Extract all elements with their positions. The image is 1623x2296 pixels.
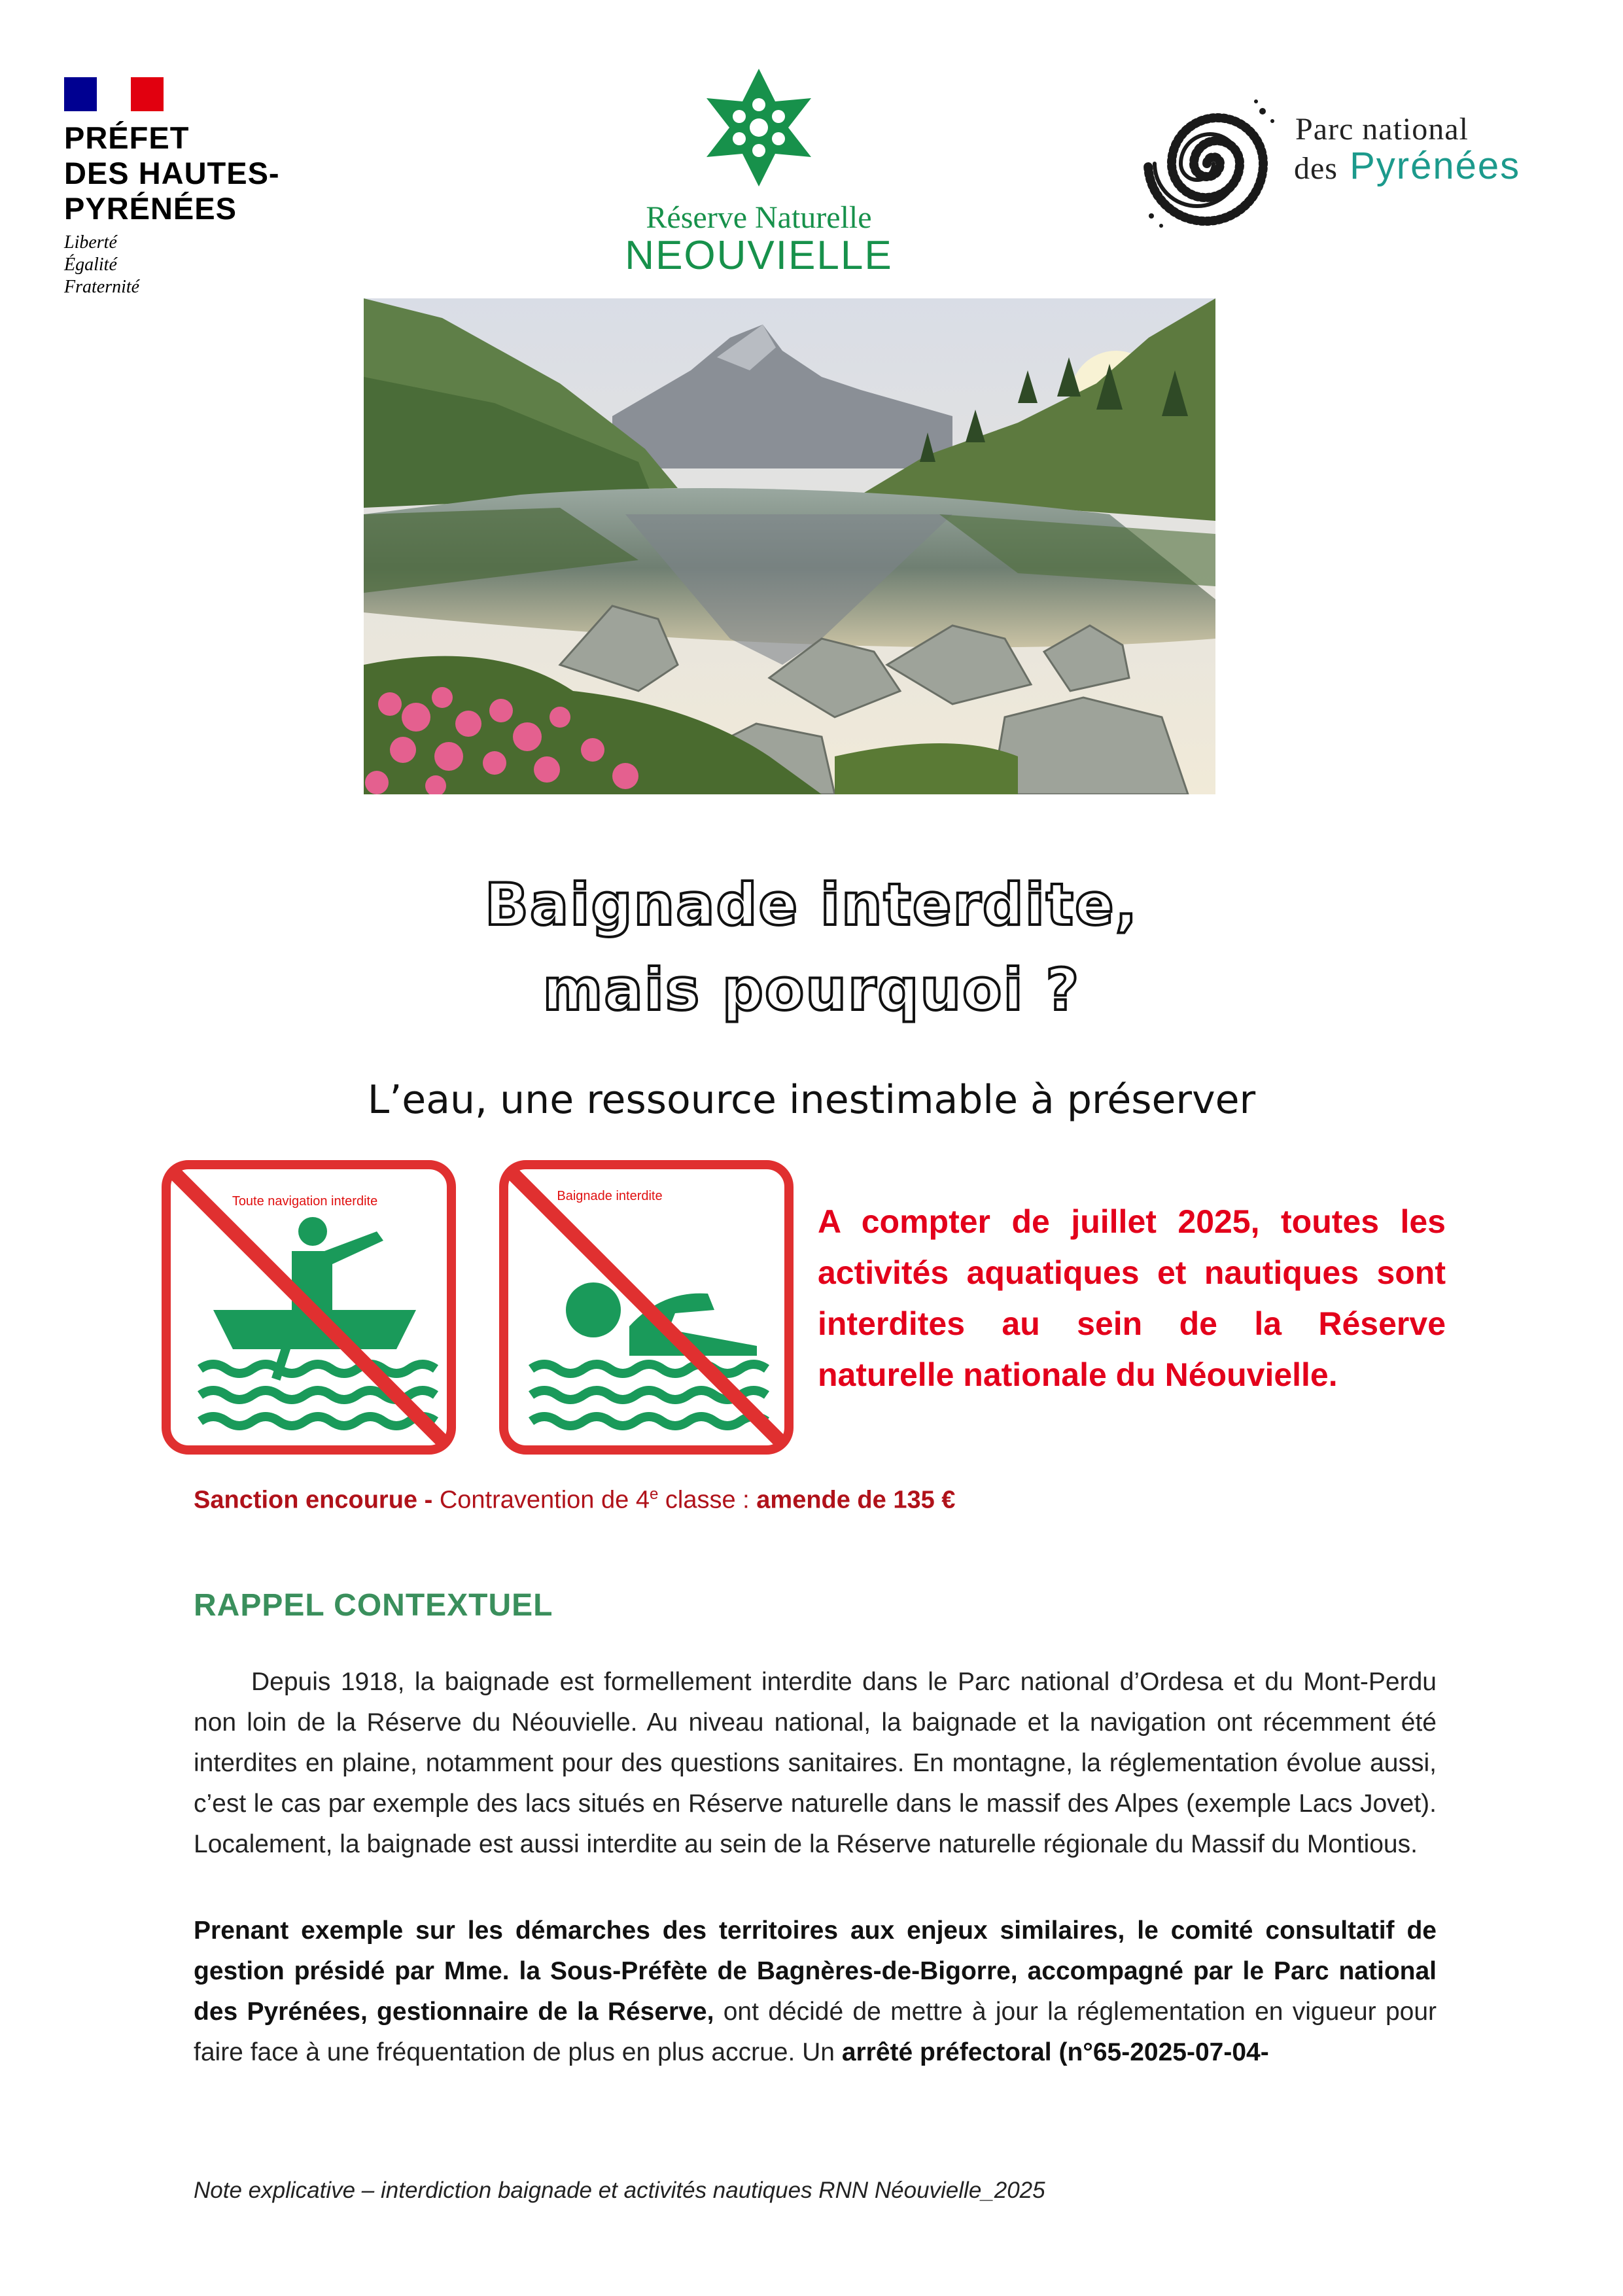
- prohibition-alert: A compter de juillet 2025, toutes les activités aquatiques et nautiques sont interdites au sein de la Réserve naturelle nationale du Néouvielle.: [818, 1203, 1446, 1393]
- page-subtitle: L’eau, une ressource inestimable à préserver: [367, 1077, 1256, 1123]
- no-boating-label: Toute navigation interdite: [232, 1194, 378, 1209]
- section-heading: RAPPEL CONTEXTUEL: [194, 1588, 553, 1623]
- context-paragraph-1: Depuis 1918, la baignade est formellement interdite dans le Parc national d’Ordesa et du Mont-Perdu non loin de la Réserve du Néouvielle. Au niveau national, la baignade et la navigation ont récemment été interdites en plaine, notamment pour des questions sanitaires. En montagne, la réglementation évolue aussi, c’est le cas par exemple des lacs situés en Réserve naturelle dans le massif des Alpes (exemple Lacs Jovet). Localement, la baignade est aussi interdite au sein de la Réserve naturelle régionale du Massif du Montious.: [194, 1668, 1437, 1858]
- no-swimming-label: Baignade interdite: [557, 1189, 663, 1203]
- no-boating-sign: [161, 1159, 457, 1455]
- page-title: Baignade interdite, mais pourquoi ?: [484, 871, 1139, 1023]
- lake-landscape-photo: [364, 298, 1215, 794]
- prefet-name: PRÉFET DES HAUTES- PYRÉNÉES: [64, 120, 280, 226]
- republic-motto: Liberté Égalité Fraternité: [64, 232, 140, 297]
- parc-national-logo: Parc national des Pyrénées: [1132, 85, 1550, 242]
- sanction-line: Sanction encourue - Contravention de 4e classe : amende de 135 €: [194, 1485, 956, 1514]
- spiral-icon: [1132, 85, 1295, 242]
- marianne-flag-icon: [64, 77, 164, 111]
- reserve-naturelle-logo: Réserve Naturelle NEOUVIELLE: [608, 65, 909, 276]
- prefet-logo: [64, 77, 300, 298]
- no-swimming-sign: [498, 1159, 794, 1455]
- star-flower-icon: [700, 65, 818, 190]
- context-paragraph-2: Prenant exemple sur les démarches des territoires aux enjeux similaires, le comité consultatif de gestion présidé par Mme. la Sous-Préfète de Bagnères-de-Bigorre, accompagné par le Parc national des Pyrénées, gestionnaire de la Réserve, ont décidé de mettre à jour la réglementation en vigueur pour faire face à une fréquentation de plus en plus accrue. Un arrêté préfectoral (n°65-2025-07-04-: [194, 1916, 1437, 2066]
- mountain-lake-illustration: [364, 298, 1215, 794]
- page-footer: Note explicative – interdiction baignade et activités nautiques RNN Néouvielle_2025: [194, 2178, 1045, 2203]
